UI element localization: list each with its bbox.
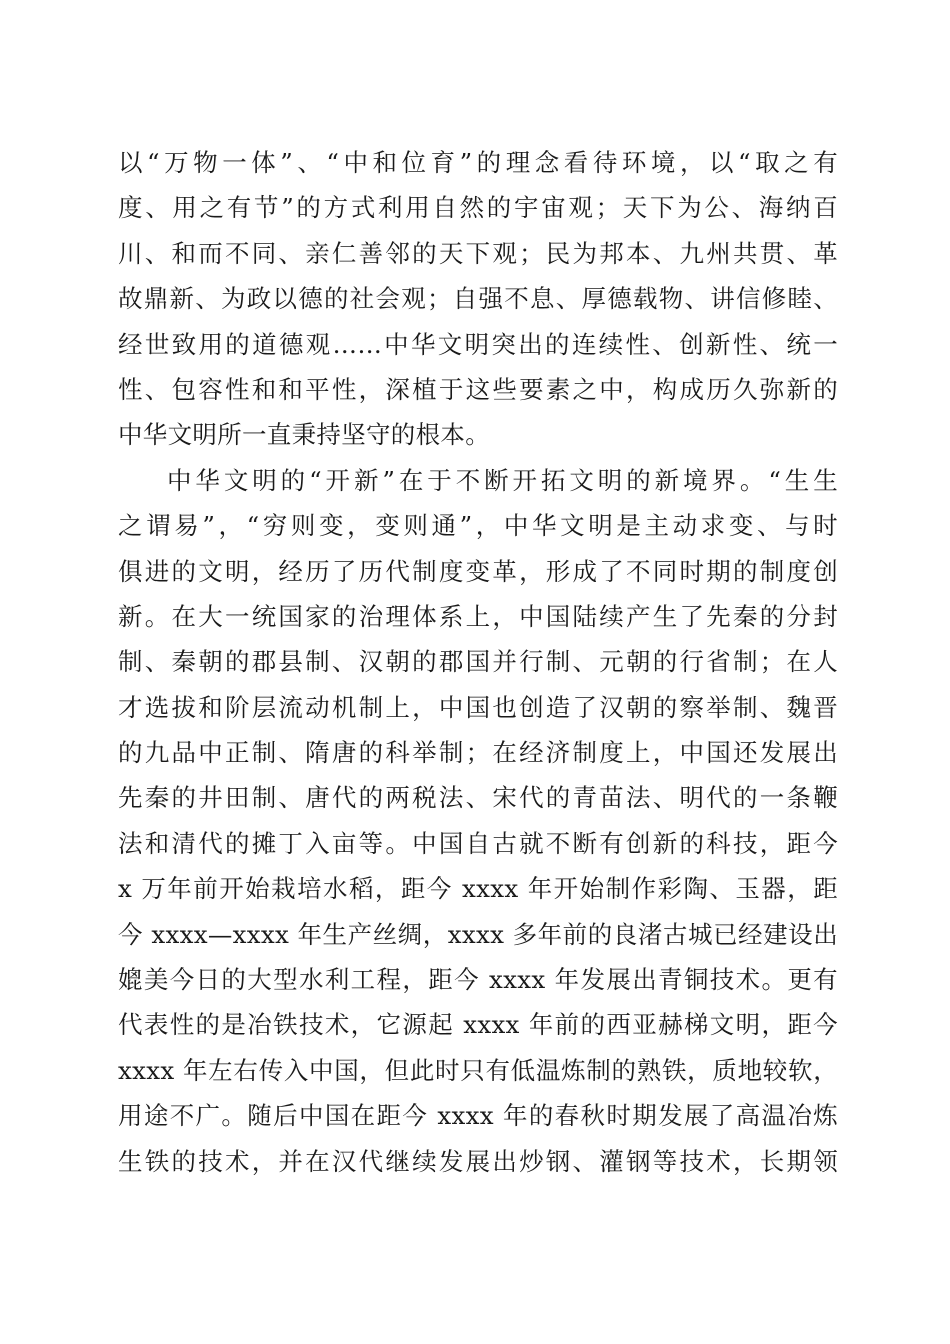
text-line: 媲美今日的大型水利工程，距今 xxxx 年发展出青铜技术。更有 (118, 965, 838, 995)
text-line: 之谓易”，“穷则变，变则通”，中华文明是主动求变、与时 (118, 511, 838, 541)
text-line: 用途不广。随后中国在距今 xxxx 年的春秋时期发展了高温冶炼 (118, 1101, 838, 1131)
text-line: 经世致用的道德观……中华文明突出的连续性、创新性、统一 (118, 329, 838, 359)
text-line: 中华文明所一直秉持坚守的根本。 (118, 420, 490, 450)
text-line: 新。在大一统国家的治理体系上，中国陆续产生了先秦的分封 (118, 601, 838, 631)
text-line: 故鼎新、为政以德的社会观；自强不息、厚德载物、讲信修睦、 (118, 284, 838, 314)
text-line: 川、和而不同、亲仁善邻的天下观；民为邦本、九州共贯、革 (118, 238, 838, 268)
text-line: x 万年前开始栽培水稻，距今 xxxx 年开始制作彩陶、玉器，距 (118, 874, 838, 904)
body-text (118, 140, 838, 1184)
text-line: 的九品中正制、隋唐的科举制；在经济制度上，中国还发展出 (118, 738, 838, 768)
text-line: 度、用之有节”的方式利用自然的宇宙观；天下为公、海纳百 (118, 193, 838, 223)
text-line: 代表性的是冶铁技术，它源起 xxxx 年前的西亚赫梯文明，距今 (118, 1010, 838, 1040)
text-line: 法和清代的摊丁入亩等。中国自古就不断有创新的科技，距今 (118, 828, 838, 858)
text-line: xxxx 年左右传入中国，但此时只有低温炼制的熟铁，质地较软， (118, 1055, 838, 1085)
text-line: 性、包容性和和平性，深植于这些要素之中，构成历久弥新的 (118, 374, 838, 404)
text-line: 制、秦朝的郡县制、汉朝的郡国并行制、元朝的行省制；在人 (118, 647, 838, 677)
text-line: 先秦的井田制、唐代的两税法、宋代的青苗法、明代的一条鞭 (118, 783, 838, 813)
paragraph-1 (118, 140, 838, 458)
text-line: 俱进的文明，经历了历代制度变革，形成了不同时期的制度创 (118, 556, 838, 586)
text-line: 生铁的技术，并在汉代继续发展出炒钢、灌钢等技术，长期领 (118, 1146, 838, 1176)
text-line: 中华文明的“开新”在于不断开拓文明的新境界。“生生 (167, 465, 838, 495)
paragraph-2 (118, 458, 838, 1184)
text-line: 才选拔和阶层流动机制上，中国也创造了汉朝的察举制、魏晋 (118, 692, 838, 722)
text-line: 以“万物一体”、“中和位育”的理念看待环境，以“取之有 (118, 148, 838, 177)
text-line: 今 xxxx—xxxx 年生产丝绸，xxxx 多年前的良渚古城已经建设出 (118, 919, 838, 949)
